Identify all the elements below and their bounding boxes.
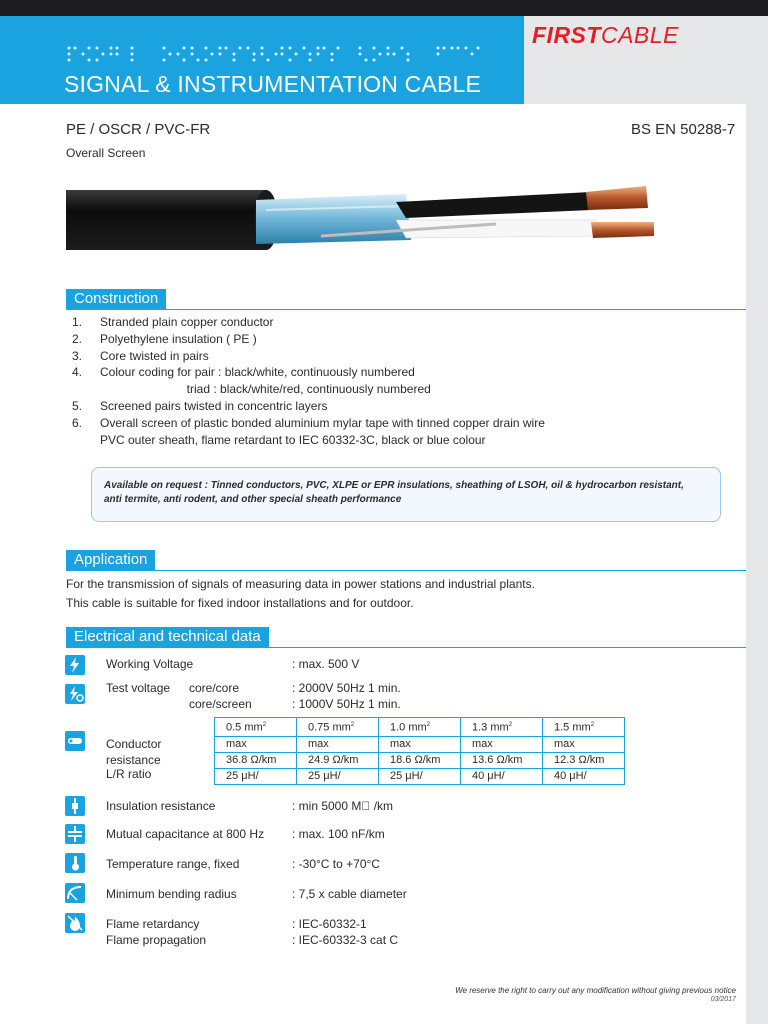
insulation-value: : min 5000 M  /km bbox=[292, 799, 394, 813]
page-title: SIGNAL & INSTRUMENTATION CABLE bbox=[64, 71, 482, 97]
capacitor-icon bbox=[65, 824, 85, 844]
working-voltage-label: Working Voltage bbox=[106, 657, 194, 671]
top-bar bbox=[0, 0, 768, 16]
table-cell: 25 μH/ bbox=[297, 768, 379, 784]
electrical-rule bbox=[66, 647, 746, 648]
flame-retardancy-label: Flame retardancy bbox=[106, 917, 200, 931]
table-row bbox=[215, 752, 625, 768]
table-cell: 13.6 Ω/km bbox=[461, 752, 543, 768]
brand-first: FIRST bbox=[532, 22, 601, 48]
table-cell: 18.6 Ω/km bbox=[379, 752, 461, 768]
flame-propagation-label: Flame propagation bbox=[106, 933, 207, 947]
cable-type: PE / OSCR / PVC-FR bbox=[66, 121, 211, 138]
temperature-label: Temperature range, fixed bbox=[106, 857, 240, 871]
test-voltage-sub2: core/screen bbox=[189, 697, 252, 711]
working-voltage-value: : max. 500 V bbox=[292, 657, 360, 671]
table-cell: 1.3 $mm^2$ bbox=[461, 718, 543, 737]
conductor-label: Conductor bbox=[106, 737, 162, 751]
brand-second: CABLE bbox=[600, 22, 679, 48]
test-voltage-val2: : 1000V 50Hz 1 min. bbox=[292, 697, 401, 711]
resistance-label: resistance bbox=[106, 753, 161, 767]
table-cell: 36.8 Ω/km bbox=[215, 752, 297, 768]
table-cell: 1.0 $mm^2$ bbox=[379, 718, 461, 737]
bending-radius-icon bbox=[65, 883, 85, 903]
table-cell: max bbox=[543, 736, 625, 752]
table-cell: 1.5 $mm^2$ bbox=[543, 718, 625, 737]
note-line: anti termite, anti rodent, and other special sheath performance bbox=[104, 494, 402, 505]
test-voltage-label: Test voltage bbox=[106, 681, 171, 695]
table-row bbox=[215, 736, 625, 752]
table-cell: max bbox=[215, 736, 297, 752]
footer-date: 03/2017 bbox=[710, 996, 736, 1003]
conductor-icon bbox=[65, 731, 85, 751]
table-cell: 0.5 $mm^2$ bbox=[215, 718, 297, 737]
brand-logo bbox=[532, 22, 679, 49]
table-cell: 12.3 Ω/km bbox=[543, 752, 625, 768]
footer-disclaimer: We reserve the right to carry out any modification without giving previous notice bbox=[455, 986, 736, 995]
construction-rule bbox=[66, 309, 746, 310]
table-cell: max bbox=[297, 736, 379, 752]
flame-propagation-value: : IEC-60332-3 cat C bbox=[292, 933, 399, 947]
table-cell: 40 μH/ bbox=[543, 768, 625, 784]
conductor-table bbox=[214, 717, 625, 785]
application-line-1: For the transmission of signals of measuring data in power stations and industrial plants. bbox=[66, 577, 535, 591]
table-row bbox=[215, 768, 625, 784]
table-cell: 25 μH/ bbox=[215, 768, 297, 784]
application-heading: Application bbox=[66, 550, 155, 570]
application-rule bbox=[66, 570, 746, 571]
cable-standard: BS EN 50288-7 bbox=[631, 121, 736, 138]
braille-pattern bbox=[66, 44, 486, 62]
electrical-heading: Electrical and technical data bbox=[66, 627, 269, 647]
insulation-icon bbox=[65, 796, 85, 816]
table-cell: max bbox=[461, 736, 543, 752]
insulation-label: Insulation resistance bbox=[106, 799, 216, 813]
bending-value: : 7,5 x cable diameter bbox=[292, 887, 407, 901]
side-strip bbox=[746, 104, 768, 1024]
flame-icon bbox=[65, 913, 85, 933]
table-cell: max bbox=[379, 736, 461, 752]
construction-heading: Construction bbox=[66, 289, 166, 309]
temperature-value: : -30°C to +70°C bbox=[292, 857, 380, 871]
table-cell: 0.75 $mm^2$ bbox=[297, 718, 379, 737]
cable-subtype: Overall Screen bbox=[66, 146, 146, 160]
lr-ratio-label: L/R ratio bbox=[106, 767, 152, 781]
lightning-icon bbox=[65, 655, 85, 675]
table-cell: 24.9 Ω/km bbox=[297, 752, 379, 768]
table-cell: 40 μH/ bbox=[461, 768, 543, 784]
bending-label: Minimum bending radius bbox=[106, 887, 237, 901]
note-line: Available on request : Tinned conductors, PVC, XLPE or EPR insulations, sheathing of LSOH, oil & hydrocarbon resistant, bbox=[104, 480, 684, 491]
availability-note bbox=[91, 467, 721, 522]
test-voltage-sub1: core/core bbox=[189, 681, 240, 695]
capacitance-label: Mutual capacitance at 800 Hz bbox=[106, 827, 265, 841]
cable-illustration bbox=[66, 180, 666, 260]
capacitance-value: : max. 100 nF/km bbox=[292, 827, 385, 841]
test-voltage-val1: : 2000V 50Hz 1 min. bbox=[292, 681, 401, 695]
test-voltage-icon bbox=[65, 684, 85, 704]
table-row bbox=[215, 718, 625, 737]
flame-retardancy-value: : IEC-60332-1 bbox=[292, 917, 367, 931]
thermometer-icon bbox=[65, 853, 85, 873]
application-line-2: This cable is suitable for fixed indoor installations and for outdoor. bbox=[66, 596, 414, 610]
table-cell: 25 μH/ bbox=[379, 768, 461, 784]
